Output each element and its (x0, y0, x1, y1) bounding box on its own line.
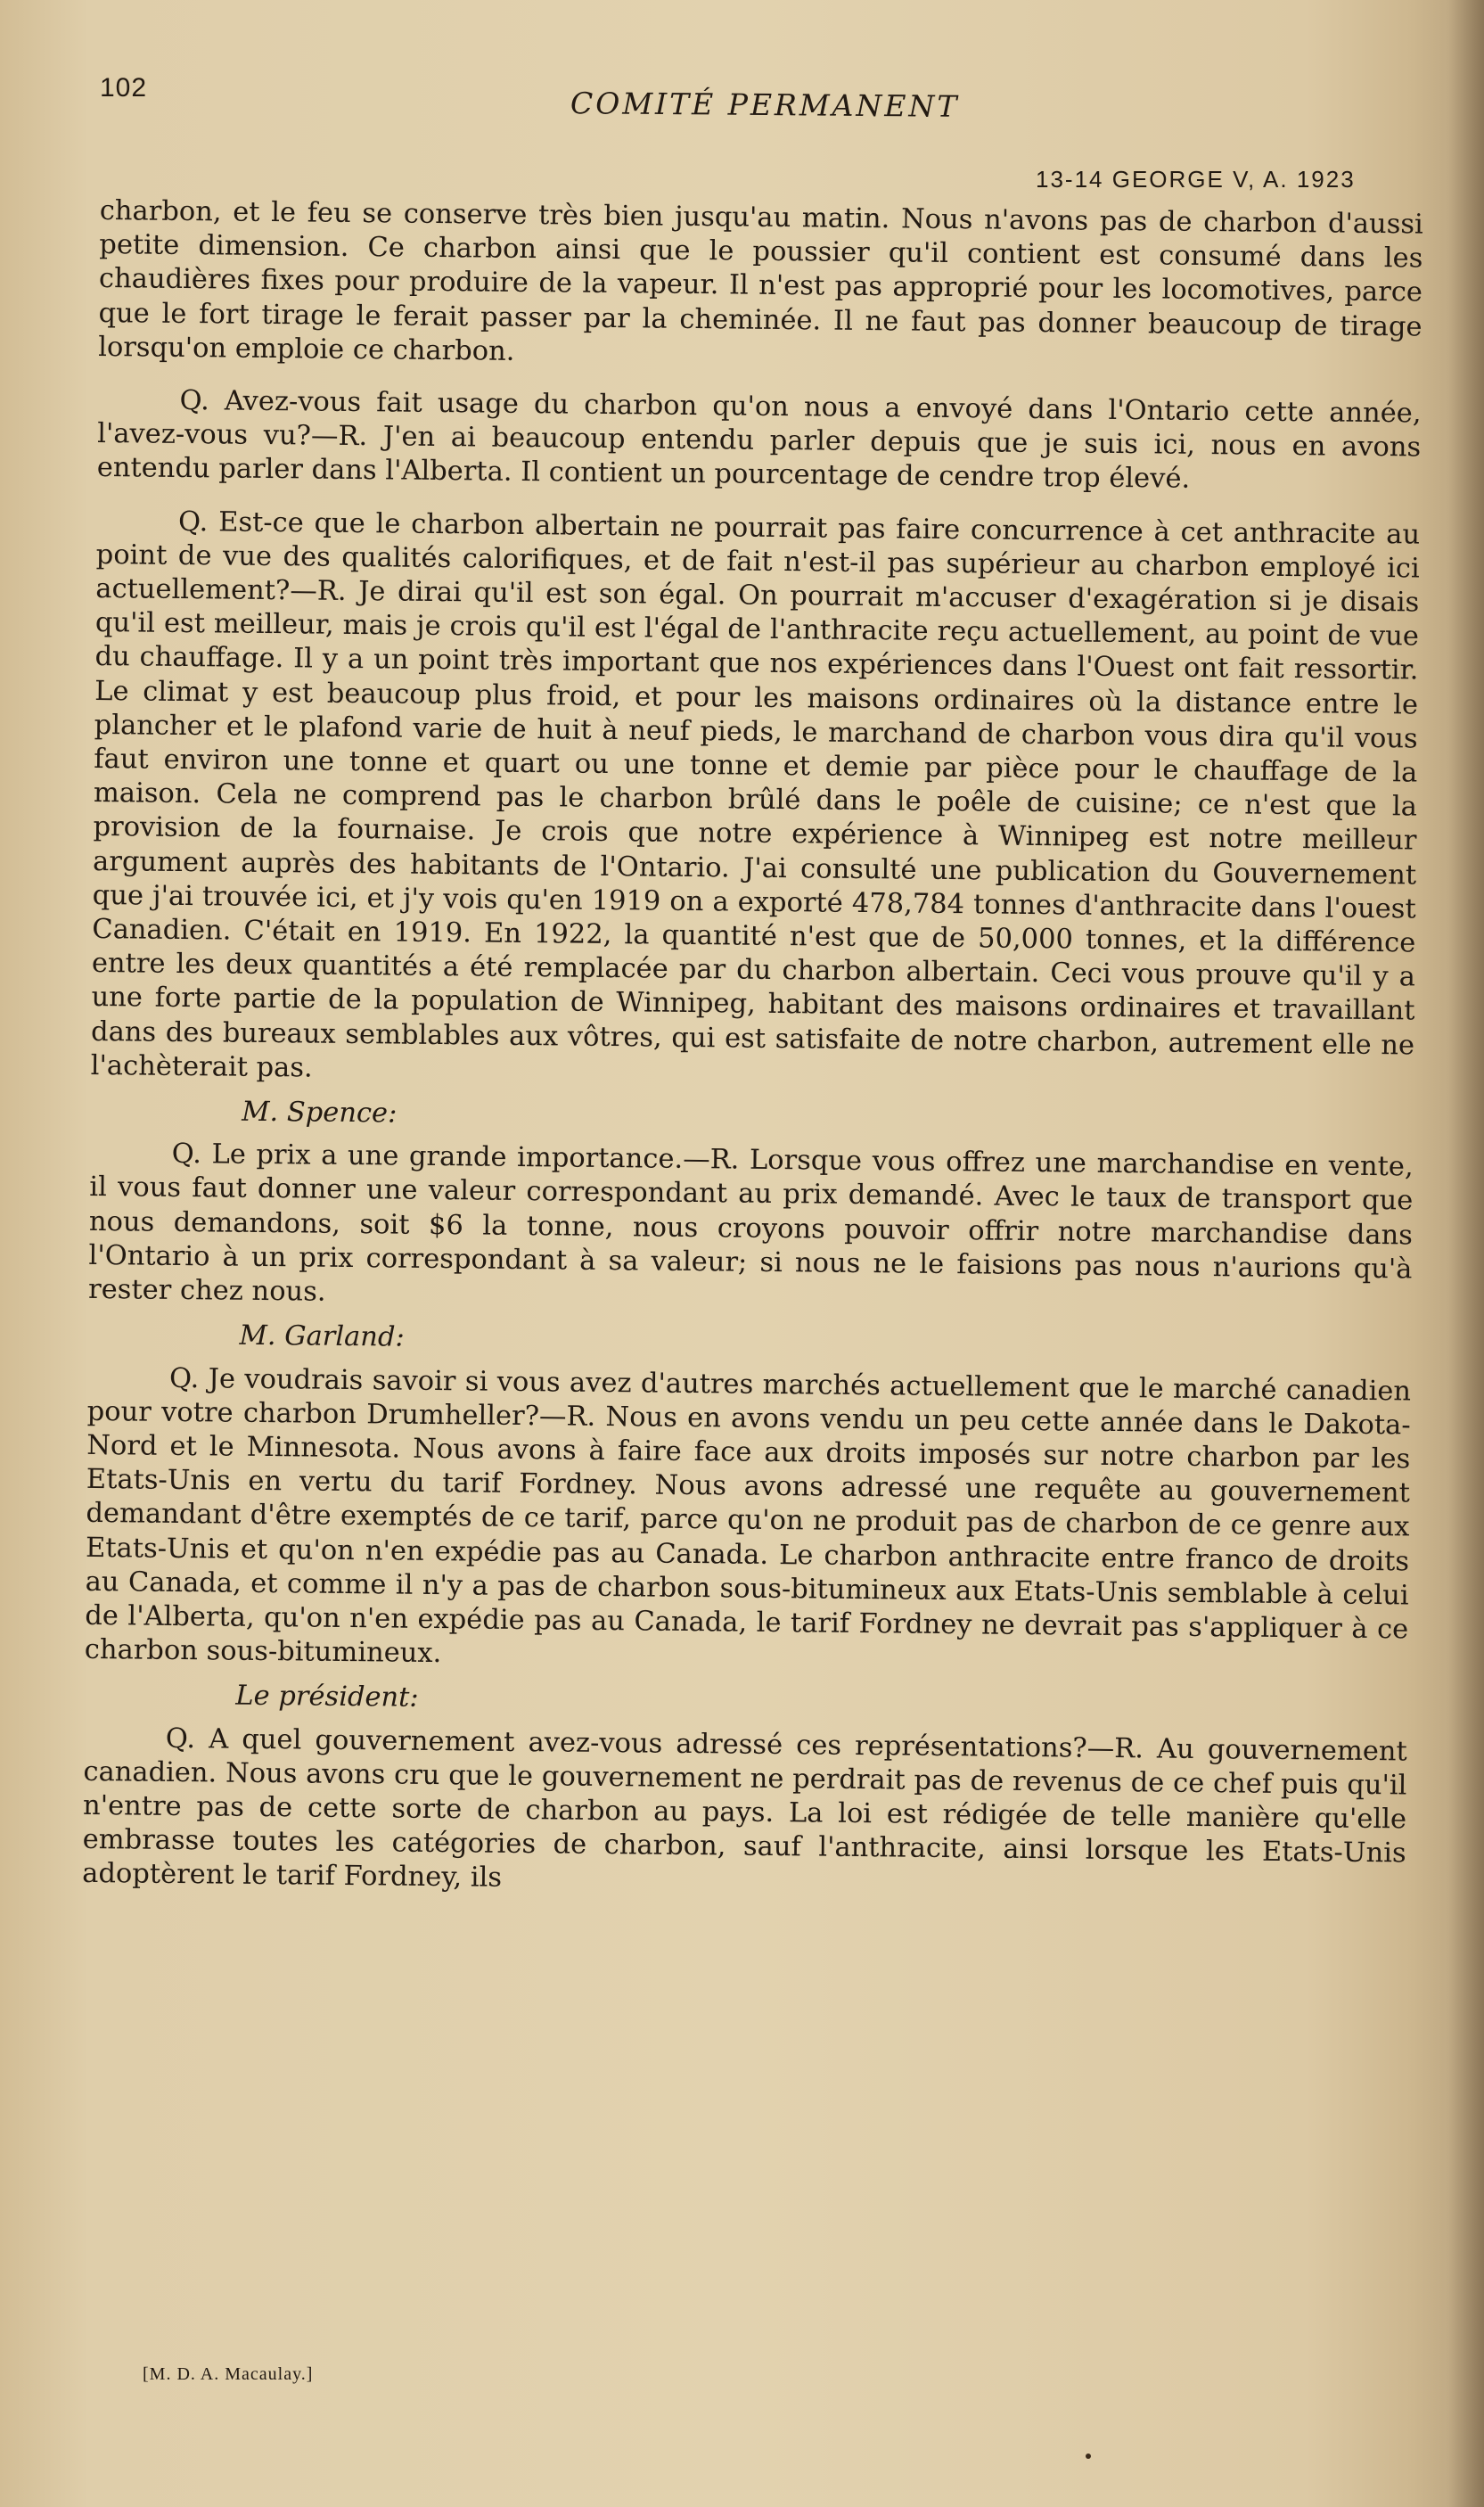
paragraph-question: Q. Est-ce que le charbon albertain ne pourrait pas faire concurrence à cet anthracite au point de vue des qualités calorifiques, et de fait n'est-il pas supérieur au charbon employé ici actuellement?—R. Je dirai qu'il est son égal. On pourrait m'accuser d'exagération si je disais qu'il est meilleur, mais je crois qu'il est l'égal de l'anthracite reçu actuellement, au point de vue du chauffage. Il y a un point très important que nos expériences dans l'Ouest ont fait ressortir. Le climat y est beaucoup plus froid, et pour les maisons ordinaires où la distance entre le plancher et le plafond varie de huit à neuf pieds, le marchand de charbon vous dira qu'il vous faut environ une tonne et quart ou une tonne et demie par pièce pour le chauffage de la maison. Cela ne comprend pas le charbon brûlé dans le poêle de cuisine; ce n'est que la provision de la fournaise. Je crois que notre expérience à Winnipeg est notre meilleur argument auprès des habitants de l'Ontario. J'ai consulté une publication du Gouvernement que j'ai trouvée ici, et j'y vois qu'en 1919 on a exporté 478,784 tonnes d'anthracite dans l'ouest Canadien. C'était en 1919. En 1922, la quantité n'est que de 50,000 tonnes, et la différence entre les deux quantités a été remplacée par du charbon albertain. Ceci vous prouve qu'il y a une forte partie de la population de Winnipeg, habitant des maisons ordinaires et travaillant dans des bureaux semblables aux vôtres, qui est satisfaite de notre charbon, autrement elle ne l'achèterait pas. (90, 506, 1421, 1084)
speaker-footnote: [M. D. A. Macaulay.] (143, 2364, 314, 2384)
running-head-title: COMITÉ PERMANENT (570, 86, 960, 124)
session-reference: 13-14 GEORGE V, A. 1923 (1036, 166, 1356, 193)
paragraph-question: Q. Je voudrais savoir si vous avez d'autres marchés actuellement que le marché canadien pour votre charbon Drumheller?—R. Nous en avons vendu un peu cette année dans le Dakota-Nord et le Minnesota. Nous avons à faire face aux droits imposés sur notre charbon par les Etats-Unis en vertu du tarif Fordney. Nous avons adressé une requête au gouvernement demandant d'être exemptés de ce tarif, parce qu'on ne produit pas de charbon de ce genre aux Etats-Unis et qu'on n'en expédie pas au Canada. Le charbon anthracite entre franco de droits au Canada, et comme il n'y a pas de charbon sous-bitumineux aux Etats-Unis semblable à celui de l'Alberta, qu'on n'en expédie pas au Canada, le tarif Fordney ne devrait pas s'appliquer à ce charbon sous-bitumineux. (84, 1362, 1412, 1670)
speaker-label: M. Spence: (242, 1096, 398, 1130)
speaker-label: Le président: (235, 1681, 419, 1714)
paragraph-continued: charbon, et le feu se conserve très bien jusqu'au matin. Nous n'avons pas de charbon d'aussi petite dimension. Ce charbon ainsi que le poussier qu'il contient est consumé dans les chaudières fixes pour produire de la vapeur. Il n'est pas approprié pour les locomotives, parce que le fort tirage le ferait passer par la cheminée. Il ne faut pas donner beaucoup de tirage lorsqu'on emploie ce charbon. (98, 194, 1423, 367)
page-gutter-shadow (1448, 0, 1484, 2507)
paper-speck (1086, 2454, 1091, 2459)
paragraph-question: Q. Avez-vous fait usage du charbon qu'on nous a envoyé dans l'Ontario cette année, l'avez-vous vu?—R. J'en ai beaucoup entendu parler depuis que je suis ici, nous en avons entendu parler dans l'Alberta. Il contient un pourcentage de cendre trop élevé. (96, 384, 1422, 496)
paragraph-question: Q. A quel gouvernement avez-vous adressé ces représentations?—R. Au gouvernement canadien. Nous avons cru que le gouvernement ne perdrait pas de revenus de ce chef puis qu'il n'entre pas de cette sorte de charbon au pays. La loi est rédigée de telle manière qu'elle embrasse toutes les catégories de charbon, sauf l'anthracite, ainsi lorsque les Etats-Unis adoptèrent le tarif Fordney, ils (82, 1722, 1407, 1895)
body-text (82, 194, 1423, 1905)
page-number: 102 (100, 73, 148, 103)
speaker-label: M. Garland: (239, 1320, 405, 1353)
paragraph-question: Q. Le prix a une grande importance.—R. Lorsque vous offrez une marchandise en vente, il vous faut donner une valeur correspondant au prix demandé. Avec le taux de transport que nous demandons, soit $6 la tonne, nous croyons pouvoir offrir notre marchandise dans l'Ontario à un prix correspondant à sa valeur; si nous ne le faisions pas nous n'aurions qu'à rester chez nous. (87, 1138, 1414, 1308)
